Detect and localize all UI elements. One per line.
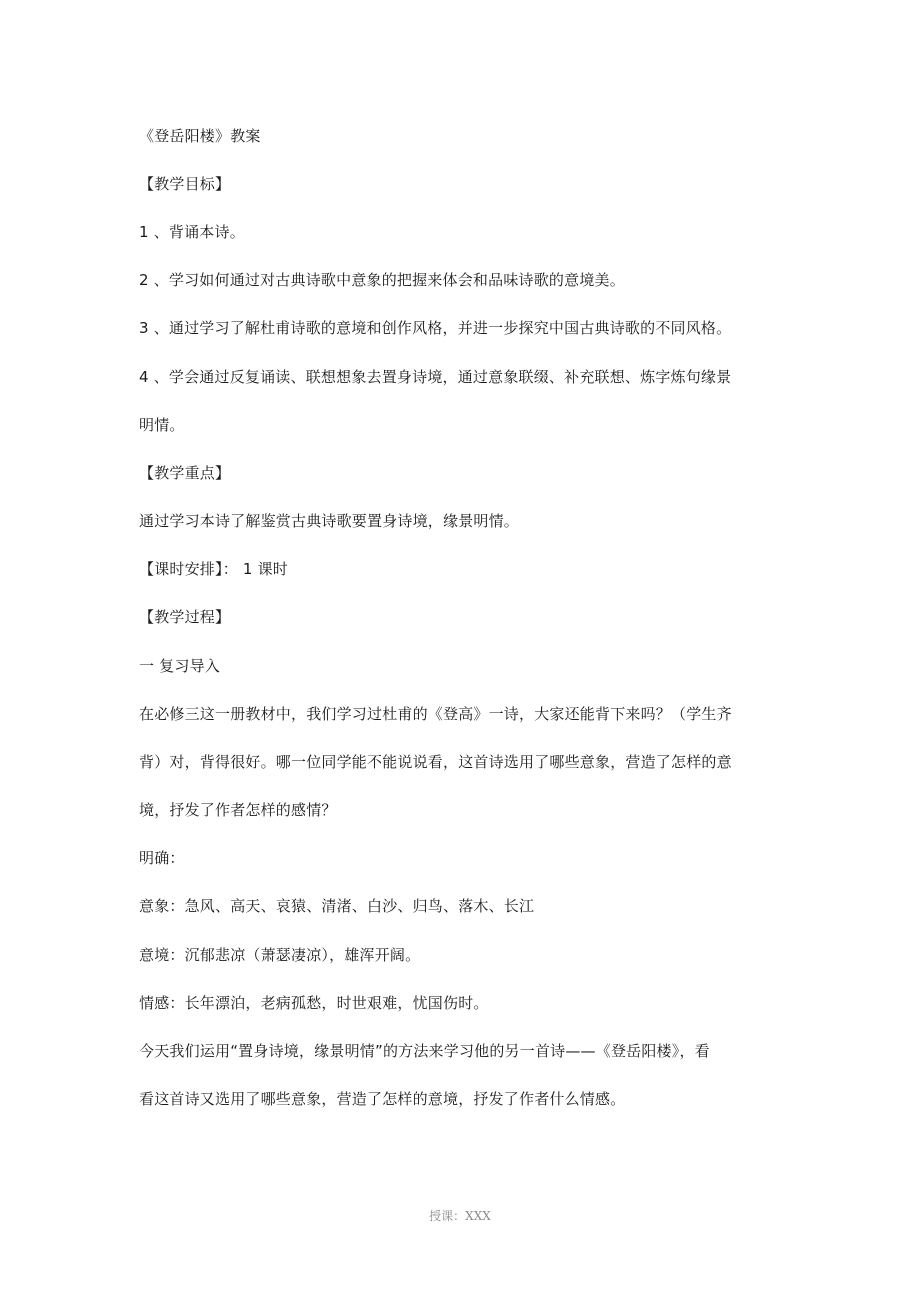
schedule-line: 【课时安排】： 1 课时: [139, 560, 288, 578]
emotion-line: 情感：长年漂泊，老病孤愁，时世艰难，忧国伤时。: [139, 994, 489, 1012]
objective-item: 4 、学会通过反复诵读、联想想象去置身诗境，通过意象联缀、补充联想、炼字炼句缘景: [139, 368, 732, 386]
process-heading: 【教学过程】: [139, 608, 231, 626]
page-footer: 授课：XXX: [429, 1209, 491, 1223]
intro-paragraph-line: 境，抒发了作者怎样的感情？: [139, 801, 337, 819]
objective-item-continued: 明情。: [139, 416, 185, 434]
key-points-text: 通过学习本诗了解鉴赏古典诗歌要置身诗境，缘景明情。: [139, 512, 520, 530]
step1-heading: 一 复习导入: [139, 657, 220, 675]
clarify-label: 明确：: [139, 849, 185, 867]
document-title: 《登岳阳楼》教案: [139, 127, 261, 145]
objective-item: 3 、通过学习了解杜甫诗歌的意境和创作风格，并进一步探究中国古典诗歌的不同风格。: [139, 319, 732, 337]
closing-paragraph-line: 今天我们运用“置身诗境，缘景明情”的方法来学习他的另一首诗——《登岳阳楼》，看: [139, 1042, 710, 1060]
closing-paragraph-line: 看这首诗又选用了哪些意象，营造了怎样的意境，抒发了作者什么情感。: [139, 1090, 626, 1108]
intro-paragraph-line: 在必修三这一册教材中，我们学习过杜甫的《登高》一诗，大家还能背下来吗？（学生齐: [139, 705, 732, 723]
imagery-line: 意象：急风、高天、哀猿、清渚、白沙、归鸟、落木、长江: [139, 897, 535, 915]
objective-item: 2 、学习如何通过对古典诗歌中意象的把握来体会和品味诗歌的意境美。: [139, 271, 625, 289]
objective-item: 1 、背诵本诗。: [139, 223, 245, 241]
objectives-heading: 【教学目标】: [139, 175, 231, 193]
intro-paragraph-line: 背）对，背得很好。哪一位同学能不能说说看，这首诗选用了哪些意象，营造了怎样的意: [139, 753, 732, 771]
key-points-heading: 【教学重点】: [139, 464, 231, 482]
mood-line: 意境：沉郁悲凉（萧瑟凄凉），雄浑开阔。: [139, 946, 421, 964]
